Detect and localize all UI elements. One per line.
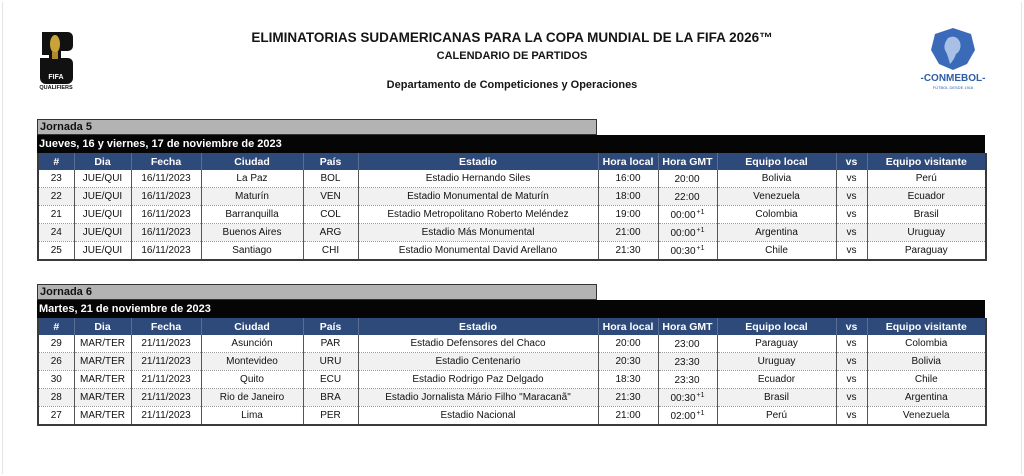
table-row — [38, 407, 986, 426]
match-stadium: Estadio Monumental de Maturín — [358, 188, 598, 206]
match-gmt-time: $00:30^{+1}$ — [658, 389, 717, 407]
col-equipo-local: Equipo local — [717, 153, 836, 170]
match-city: Buenos Aires — [201, 224, 303, 242]
match-gmt-time: 22:00 — [658, 188, 717, 206]
match-local-time: 18:00 — [598, 188, 658, 206]
home-team: Venezuela — [717, 188, 836, 206]
match-num: 28 — [38, 389, 74, 407]
match-country: COL — [303, 206, 358, 224]
away-team: Bolivia — [867, 353, 986, 371]
svg-text:FIFA: FIFA — [48, 74, 64, 81]
table-row — [38, 170, 986, 188]
match-city: Barranquilla — [201, 206, 303, 224]
match-gmt-time: 23:00 — [658, 335, 717, 353]
match-day: MAR/TER — [74, 335, 131, 353]
table-row — [38, 335, 986, 353]
match-stadium: Estadio Jornalista Mário Filho "Maracanã" — [358, 389, 598, 407]
match-country: PAR — [303, 335, 358, 353]
match-gmt-time: 23:30 — [658, 371, 717, 389]
away-team: Uruguay — [867, 224, 986, 242]
match-country: ECU — [303, 371, 358, 389]
table-row — [38, 188, 986, 206]
vs-label: vs — [836, 170, 867, 188]
match-num: 30 — [38, 371, 74, 389]
col-equipo-local: Equipo local — [717, 318, 836, 335]
match-stadium: Estadio Rodrigo Paz Delgado — [358, 371, 598, 389]
page-title: ELIMINATORIAS SUDAMERICANAS PARA LA COPA MUNDIAL DE LA FIFA 2026™ — [251, 30, 773, 45]
match-city: Asunción — [201, 335, 303, 353]
match-date: 21/11/2023 — [131, 335, 201, 353]
match-num: 25 — [50, 245, 62, 256]
match-local-time: 21:30 — [598, 242, 658, 261]
match-num: 23 — [38, 170, 74, 188]
table-row — [38, 389, 986, 407]
match-day: JUE/QUI — [74, 206, 131, 224]
match-city: Rio de Janeiro — [201, 389, 303, 407]
conmebol-logo — [918, 26, 988, 92]
date-bar: Martes, 21 de noviembre de 2023 — [37, 300, 985, 318]
match-table — [37, 318, 987, 426]
match-table — [37, 153, 987, 261]
home-team: Bolivia — [717, 170, 836, 188]
match-date: 16/11/2023 — [131, 188, 201, 206]
away-team: Colombia — [867, 335, 986, 353]
jornada-5-section — [37, 119, 985, 261]
match-country: URU — [303, 353, 358, 371]
match-local-time: 21:30 — [598, 389, 658, 407]
home-team: Chile — [717, 242, 836, 261]
match-date: 21/11/2023 — [131, 389, 201, 407]
match-local-time: 20:30 — [598, 353, 658, 371]
col-hora-local: Hora local — [598, 153, 658, 170]
match-gmt-time: 20:00 — [658, 170, 717, 188]
col-ciudad: Ciudad — [201, 153, 303, 170]
col-fecha: Fecha — [131, 318, 201, 335]
away-team: Brasil — [867, 206, 986, 224]
match-day: JUE/QUI — [74, 242, 131, 261]
match-gmt-time: 23:30 — [658, 353, 717, 371]
match-local-time: 19:00 — [598, 206, 658, 224]
match-stadium: Estadio Defensores del Chaco — [358, 335, 598, 353]
home-team: Argentina — [717, 224, 836, 242]
match-day: JUE/QUI — [74, 188, 131, 206]
col-equipo-visitante: Equipo visitante — [867, 153, 986, 170]
match-stadium: Estadio Nacional — [358, 407, 598, 426]
jornada-label: Jornada 6 — [37, 284, 597, 300]
match-num: 27 — [50, 410, 62, 421]
vs-label: vs — [836, 188, 867, 206]
page-subtitle: CALENDARIO DE PARTIDOS — [436, 50, 588, 62]
table-header-row — [38, 153, 986, 170]
col-estadio: Estadio — [358, 153, 598, 170]
vs-label: vs — [836, 389, 867, 407]
col-hora-gmt: Hora GMT — [658, 318, 717, 335]
col-dia: Dia — [74, 153, 131, 170]
match-country: ARG — [303, 224, 358, 242]
table-row — [38, 371, 986, 389]
vs-label: vs — [836, 371, 867, 389]
match-day: MAR/TER — [74, 407, 131, 426]
match-day: MAR/TER — [74, 389, 131, 407]
home-team: Colombia — [717, 206, 836, 224]
match-day: JUE/QUI — [74, 224, 131, 242]
match-num: 29 — [38, 335, 74, 353]
col-equipo-visitante: Equipo visitante — [867, 318, 986, 335]
match-local-time: 21:00 — [598, 407, 658, 426]
table-row — [38, 206, 986, 224]
vs-label: vs — [836, 407, 867, 426]
match-day: MAR/TER — [74, 371, 131, 389]
match-local-time: 18:30 — [598, 371, 658, 389]
date-bar: Jueves, 16 y viernes, 17 de noviembre de 2023 — [37, 135, 985, 153]
home-team: Ecuador — [717, 371, 836, 389]
match-date: 21/11/2023 — [131, 407, 201, 426]
match-city: Maturín — [201, 188, 303, 206]
vs-label: vs — [836, 353, 867, 371]
table-header-row — [38, 318, 986, 335]
jornada-label: Jornada 5 — [37, 119, 597, 135]
col-hora-local: Hora local — [598, 318, 658, 335]
match-num: 26 — [38, 353, 74, 371]
match-country: BOL — [303, 170, 358, 188]
table-row — [38, 242, 986, 261]
match-day: MAR/TER — [74, 353, 131, 371]
svg-text:QUALIFIERS: QUALIFIERS — [39, 85, 73, 90]
vs-label: vs — [836, 242, 867, 261]
match-day: JUE/QUI — [74, 170, 131, 188]
col-estadio: Estadio — [358, 318, 598, 335]
match-num: 22 — [38, 188, 74, 206]
match-gmt-time: $00:00^{+1}$ — [658, 224, 717, 242]
away-team: Paraguay — [867, 242, 986, 261]
match-local-time: 20:00 — [598, 335, 658, 353]
svg-text:-CONMEBOL-: -CONMEBOL- — [920, 73, 986, 84]
match-stadium: Estadio Centenario — [358, 353, 598, 371]
table-row — [38, 353, 986, 371]
match-num: 21 — [38, 206, 74, 224]
match-stadium: Estadio Hernando Siles — [358, 170, 598, 188]
match-stadium: Estadio Más Monumental — [358, 224, 598, 242]
match-city: Lima — [201, 407, 303, 426]
match-date: 16/11/2023 — [131, 206, 201, 224]
table-row — [38, 224, 986, 242]
match-num: 24 — [38, 224, 74, 242]
match-city: Santiago — [201, 242, 303, 261]
match-stadium: Estadio Monumental David Arellano — [358, 242, 598, 261]
match-stadium: Estadio Metropolitano Roberto Meléndez — [358, 206, 598, 224]
match-date: 16/11/2023 — [131, 170, 201, 188]
match-country: BRA — [303, 389, 358, 407]
col-pais: País — [303, 153, 358, 170]
home-team: Brasil — [717, 389, 836, 407]
home-team: Uruguay — [717, 353, 836, 371]
match-city: Montevideo — [201, 353, 303, 371]
col-ciudad: Ciudad — [201, 318, 303, 335]
col-fecha: Fecha — [131, 153, 201, 170]
col-pais: País — [303, 318, 358, 335]
match-gmt-time: $02:00^{+1}$ — [658, 407, 717, 426]
away-team: Ecuador — [867, 188, 986, 206]
match-city: Quito — [201, 371, 303, 389]
svg-text:FÚTBOL DESDE 1916: FÚTBOL DESDE 1916 — [932, 85, 974, 90]
jornada-6-section — [37, 284, 985, 426]
col-num: # — [38, 318, 74, 335]
match-date: 21/11/2023 — [131, 353, 201, 371]
home-team: Perú — [717, 407, 836, 426]
match-country: CHI — [303, 242, 358, 261]
away-team: Chile — [867, 371, 986, 389]
match-country: VEN — [303, 188, 358, 206]
match-country: PER — [303, 407, 358, 426]
vs-label: vs — [836, 206, 867, 224]
col-hora-gmt: Hora GMT — [658, 153, 717, 170]
match-city: La Paz — [201, 170, 303, 188]
match-date: 16/11/2023 — [131, 224, 201, 242]
match-local-time: 16:00 — [598, 170, 658, 188]
vs-label: vs — [836, 224, 867, 242]
match-gmt-time: $00:00^{+1}$ — [658, 206, 717, 224]
match-local-time: 21:00 — [598, 224, 658, 242]
col-vs: vs — [836, 318, 867, 335]
home-team: Paraguay — [717, 335, 836, 353]
col-num: # — [38, 153, 74, 170]
col-vs: vs — [836, 153, 867, 170]
match-gmt-time: $00:30^{+1}$ — [658, 242, 717, 261]
away-team: Argentina — [867, 389, 986, 407]
match-date: 16/11/2023 — [131, 242, 201, 261]
match-date: 21/11/2023 — [131, 371, 201, 389]
away-team: Venezuela — [867, 407, 986, 426]
col-dia: Dia — [74, 318, 131, 335]
vs-label: vs — [836, 335, 867, 353]
department-label: Departamento de Competiciones y Operaciones — [386, 79, 638, 91]
away-team: Perú — [867, 170, 986, 188]
